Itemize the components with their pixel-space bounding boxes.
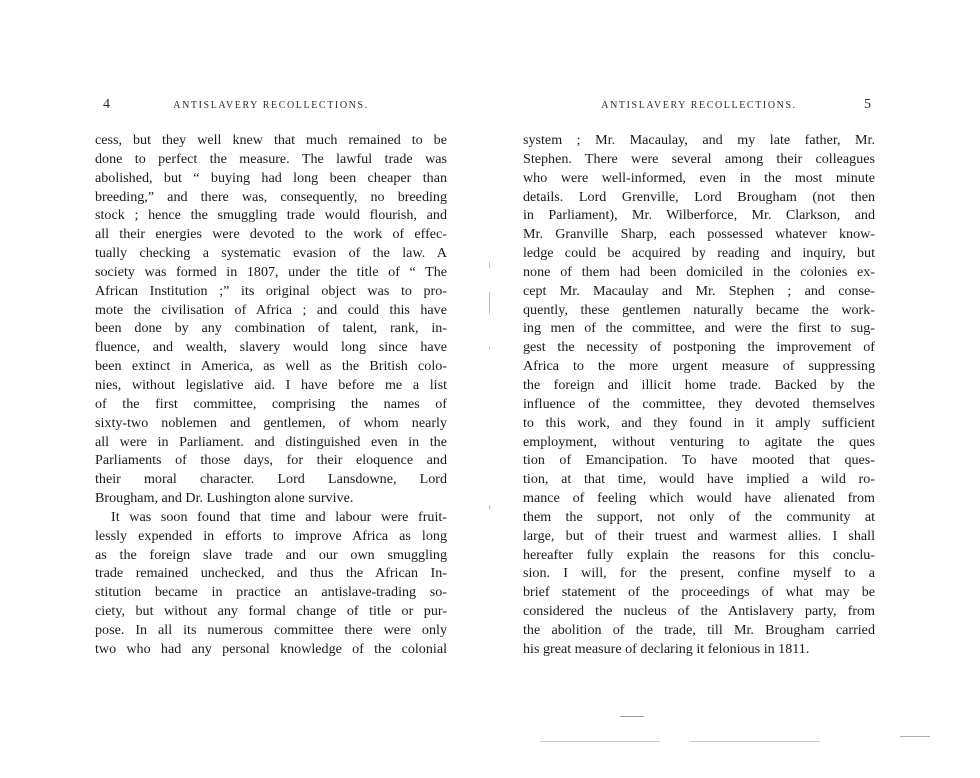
text-line: all were in Parliament. and distinguished even in the [95, 433, 447, 450]
right-running-head-title: ANTISLAVERY RECOLLECTIONS. [601, 100, 797, 111]
text-line: ing men of the committee, and were the first to sug- [523, 320, 875, 337]
gutter-speck [489, 505, 490, 509]
text-line: tually checking a systematic evasion of the law. A [95, 245, 447, 262]
text-line: cess, but they well knew that much remained to be [95, 132, 447, 148]
text-line: mote the civilisation of Africa ; and could this have [95, 301, 447, 318]
text-line: Africa to the more urgent measure of suppressing [523, 358, 875, 375]
text-line: his great measure of declaring it felonious in 1811. [523, 640, 810, 657]
text-line: stitution became in practice an antislave-trading so- [95, 584, 447, 601]
text-line: to this work, and they found in it amply sufficient [523, 414, 875, 431]
text-line: done to perfect the measure. The lawful trade was [95, 150, 447, 167]
text-line: Brougham, and Dr. Lushington alone survive. [95, 490, 354, 507]
text-line: Stephen. There were several among their colleagues [523, 150, 875, 167]
text-line: been extinct in America, as well as the British colo- [95, 358, 447, 375]
text-line: system ; Mr. Macaulay, and my late father, Mr. [523, 132, 875, 148]
text-line: mance of feeling which would have alienated from [523, 490, 875, 507]
text-line: trade remained unchecked, and thus the African In- [95, 565, 447, 582]
text-line: brief statement of the proceedings of what may be [523, 584, 875, 601]
text-line: the abolition of the trade, till Mr. Brougham carried [523, 621, 875, 638]
scan-speck [540, 741, 660, 742]
text-line: details. Lord Grenville, Lord Brougham (not then [523, 188, 875, 205]
text-line: lessly expended in efforts to improve Africa as long [95, 527, 447, 544]
text-line: nies, without legislative aid. I have before me a list [95, 376, 447, 393]
text-line: who were well-informed, even in the most minute [523, 169, 875, 186]
text-line: gest the necessity of postponing the improvement of [523, 339, 875, 356]
text-line: tion of Emancipation. To have mooted that ques- [523, 452, 875, 469]
text-line: abolished, but “ buying had long been cheaper than [95, 169, 447, 186]
text-line: Mr. Granville Sharp, each possessed whatever know- [523, 226, 875, 243]
text-line: quently, these gentlemen naturally became the work- [523, 301, 875, 318]
text-line: all their energies were devoted to the work of effec- [95, 226, 447, 243]
right-running-head [523, 97, 875, 118]
text-line: none of them had been domiciled in the colonies ex- [523, 263, 875, 280]
right-page-number: 5 [864, 97, 871, 112]
left-running-head [95, 97, 447, 118]
text-line: two who had any personal knowledge of the colonial [95, 640, 447, 657]
text-line: society was formed in 1807, under the title of “ The [95, 263, 447, 280]
text-line: in Parliament), Mr. Wilberforce, Mr. Clarkson, and [523, 207, 875, 224]
left-page [95, 97, 447, 659]
gutter-speck [489, 346, 490, 349]
left-running-head-title: ANTISLAVERY RECOLLECTIONS. [173, 100, 369, 111]
text-line: employment, without venturing to agitate the ques [523, 433, 875, 450]
text-line: pose. In all its numerous committee there were only [95, 621, 447, 638]
scan-speck [620, 716, 644, 717]
left-page-body [95, 131, 447, 659]
text-line: considered the nucleus of the Antislavery party, from [523, 603, 875, 620]
right-page [523, 97, 875, 659]
scan-speck [900, 736, 930, 737]
right-page-body [523, 131, 875, 659]
left-page-number: 4 [103, 97, 110, 112]
text-line: hereafter fully explain the reasons for this conclu- [523, 546, 875, 563]
text-line: African Institution ;” its original object was to pro- [95, 282, 447, 299]
text-line: Parliaments of those days, for their eloquence and [95, 452, 447, 469]
text-line: sixty-two noblemen and gentlemen, of whom nearly [95, 414, 447, 431]
text-line: the foreign and illicit home trade. Backed by the [523, 376, 875, 393]
gutter-speck [489, 262, 490, 268]
text-line: been done by any combination of talent, rank, in- [95, 320, 447, 337]
text-line: large, but of their truest and warmest allies. I shall [523, 527, 875, 544]
text-line: sion. I will, for the present, confine myself to a [523, 565, 875, 582]
text-line: of the first committee, comprising the names of [95, 395, 447, 412]
text-line: breeding,” and there was, consequently, no breeding [95, 188, 447, 205]
text-line: ciety, but without any formal change of title or pur- [95, 603, 447, 620]
text-line: tion, at that time, would have implied a wild ro- [523, 471, 875, 488]
text-line: fluence, and wealth, slavery would long since have [95, 339, 447, 356]
text-line: stock ; hence the smuggling trade would flourish, and [95, 207, 447, 224]
text-line: cept Mr. Macaulay and Mr. Stephen ; and conse- [523, 282, 875, 299]
text-line: ledge could be acquired by reading and inquiry, but [523, 245, 875, 262]
text-line: their moral character. Lord Lansdowne, Lord [95, 471, 447, 488]
text-line: them the support, not only of the community at [523, 508, 875, 525]
text-line: as the foreign slave trade and our own smuggling [95, 546, 447, 563]
text-line: It was soon found that time and labour were fruit- [111, 508, 447, 525]
text-line: influence of the committee, they devoted themselves [523, 395, 875, 412]
scan-speck [690, 741, 820, 742]
gutter-speck [489, 292, 490, 314]
